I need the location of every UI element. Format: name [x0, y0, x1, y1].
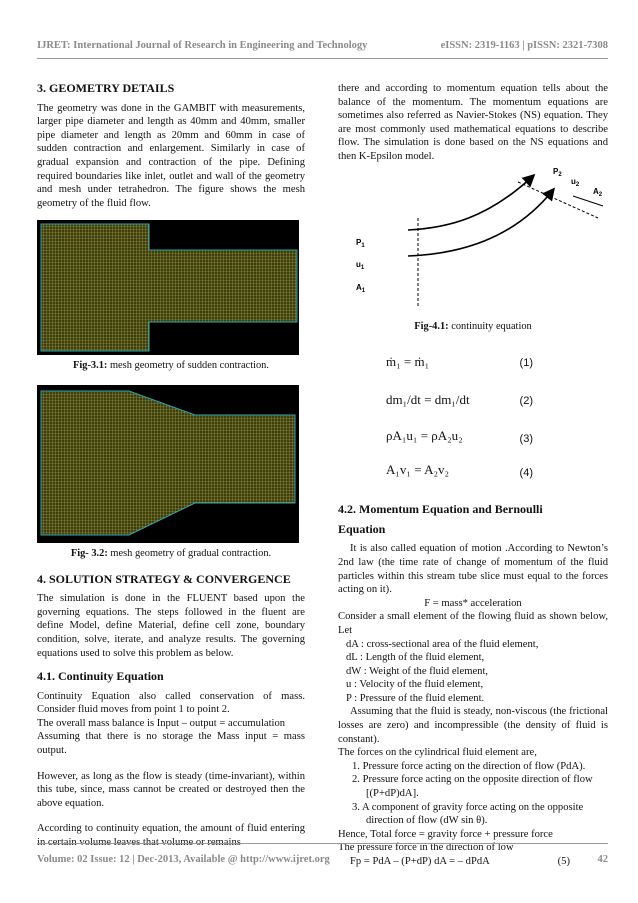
- issn: eISSN: 2319-1163 | pISSN: 2321-7308: [440, 40, 608, 51]
- svg-text:A1: $A_1$: [356, 282, 366, 294]
- definition-item: dL : Length of the fluid element,: [346, 652, 485, 664]
- page-number: 42: [597, 854, 608, 865]
- momentum-intro: there and according to momentum equation tells about the balance of the momentum. The momentum equations are sometimes also referred as Navier-Stokes (NS) equation. They are most commonly used mathematical equations to describe flow. The simulation is done based on the NS equations and then K-Epsilon model.: [338, 83, 608, 162]
- header-rule: [37, 58, 608, 59]
- momentum-para-1: It is also called equation of motion .According to Newton’s 2nd law (the time rate of change of momentum of the fluid particles within this stream tube slice must equal to the forces acting on it).: [338, 543, 608, 596]
- stream-tube-diagram: [338, 168, 608, 318]
- force-list-item: 2. Pressure force acting on the opposite direction of flow [(P+dP)dA].: [352, 774, 593, 800]
- momentum-para-3: Assuming that the fluid is steady, non-viscous (the frictional losses are zero) and incompressible (the density of fluid is constant).: [338, 706, 608, 745]
- newton-equation: F = mass* acceleration: [424, 597, 522, 609]
- section-4-2-title: 4.2. Momentum Equation and Bernoulli Equation: [338, 502, 543, 536]
- volume-info: Volume: 02 Issue: 12 | Dec-2013, Available @ http://www.ijret.org: [37, 854, 330, 865]
- sudden-contraction-mesh: [37, 220, 299, 355]
- section-3-title: 3. GEOMETRY DETAILS: [37, 81, 175, 95]
- figure-4-1-caption: Fig-4.1: continuity equation: [414, 320, 532, 332]
- definition-item: u : Velocity of the fluid element,: [346, 679, 484, 691]
- section-4-body: The simulation is done in the FLUENT based upon the governing equations. The steps followed in the fluent are define Model, define Material, define cell zone, boundary condition, solve, iterate, and analyze results. The governing equations used to solve this problem as below.: [37, 593, 305, 659]
- equation-1: ṁ₁ = ṁ₁ (1): [386, 354, 533, 370]
- svg-text:u1: $u_1$: [356, 259, 365, 271]
- running-header: [37, 40, 608, 51]
- figure-3-1-caption: Fig-3.1: mesh geometry of sudden contraction.: [73, 360, 269, 372]
- svg-text:A2: $A_2$: [593, 186, 603, 198]
- footer-rule: [37, 843, 608, 844]
- section-4-1-title: 4.1. Continuity Equation: [37, 669, 164, 684]
- gradual-contraction-mesh: [37, 385, 299, 543]
- momentum-para-2: Consider a small element of the flowing fluid as shown below, Let: [338, 611, 608, 636]
- continuity-para-4: However, as long as the flow is steady (time-invariant), within this tube, since, mass cannot be created or destroyed then the above equation.: [37, 770, 305, 809]
- running-footer: [37, 854, 608, 865]
- equation-4: A₁v₁ = A₂v₂ (4): [386, 462, 533, 480]
- svg-text:P1: $P_1$: [356, 237, 365, 249]
- force-list-item: 1. Pressure force acting on the direction of flow (PdA).: [352, 760, 586, 772]
- figure-3-2-caption: Fig- 3.2: mesh geometry of gradual contraction.: [70, 547, 272, 559]
- svg-text:P2: $P_2$: [553, 167, 562, 178]
- right-column: [338, 82, 608, 869]
- continuity-para-3: Assuming that there is no storage the Mass input = mass output.: [37, 731, 305, 757]
- definition-item: P : Pressure of the fluid element.: [346, 692, 485, 704]
- momentum-para-5: Hence, Total force = gravity force + pressure force: [338, 828, 553, 840]
- figure-3-2-mesh: [37, 385, 299, 543]
- definition-item: dA : cross-sectional area of the fluid element,: [346, 638, 539, 650]
- equation-3: ρA₁u₁ = ρA₂u₂ (3): [386, 428, 533, 446]
- journal-name: IJRET: International Journal of Research in Engineering and Technology: [37, 40, 368, 51]
- momentum-para-6: The pressure force in the direction of low: [338, 842, 514, 854]
- continuity-para-2: The overall mass balance is Input – output = accumulation: [37, 717, 286, 729]
- equation-2: dm₁/dt = dm₁/dt (2): [386, 392, 533, 408]
- continuity-para-1: Continuity Equation also called conservation of mass. Consider fluid moves from point 1 to point 2.: [37, 690, 305, 716]
- left-column: [37, 82, 305, 850]
- figure-3-1-mesh: [37, 220, 299, 355]
- equation-block: [338, 351, 608, 493]
- svg-text:u2: $u_2$: [571, 176, 580, 188]
- equation-5: Fp = PdA – (P+dP) dA = – dPdA (5): [350, 856, 570, 867]
- continuity-diagram: [338, 168, 608, 318]
- section-4-title: 4. SOLUTION STRATEGY & CONVERGENCE: [37, 571, 291, 586]
- section-3-body: The geometry was done in the GAMBIT with measurements, larger pipe diameter and length as 40mm and 40mm, smaller pipe diameter and length as 20mm and 60mm in case of sudden contraction and enlargement. Similarly in case of gradual expansion and contraction of the pipe. Defining required boundaries like inlet, outlet and wall of the geometry and mesh under tetrahedron. The figure shows the mesh geometry of the fluid flow.: [37, 102, 305, 209]
- definition-list: [338, 638, 608, 706]
- force-list-item: 3. A component of gravity force acting on the opposite direction of flow (dW sin θ).: [352, 801, 584, 827]
- momentum-para-4: The forces on the cylindrical fluid element are,: [338, 747, 537, 759]
- continuity-para-5: According to continuity equation, the amount of fluid entering in certain volume leaves that volume or remains: [37, 823, 305, 849]
- definition-item: dW : Weight of the fluid element,: [346, 665, 489, 677]
